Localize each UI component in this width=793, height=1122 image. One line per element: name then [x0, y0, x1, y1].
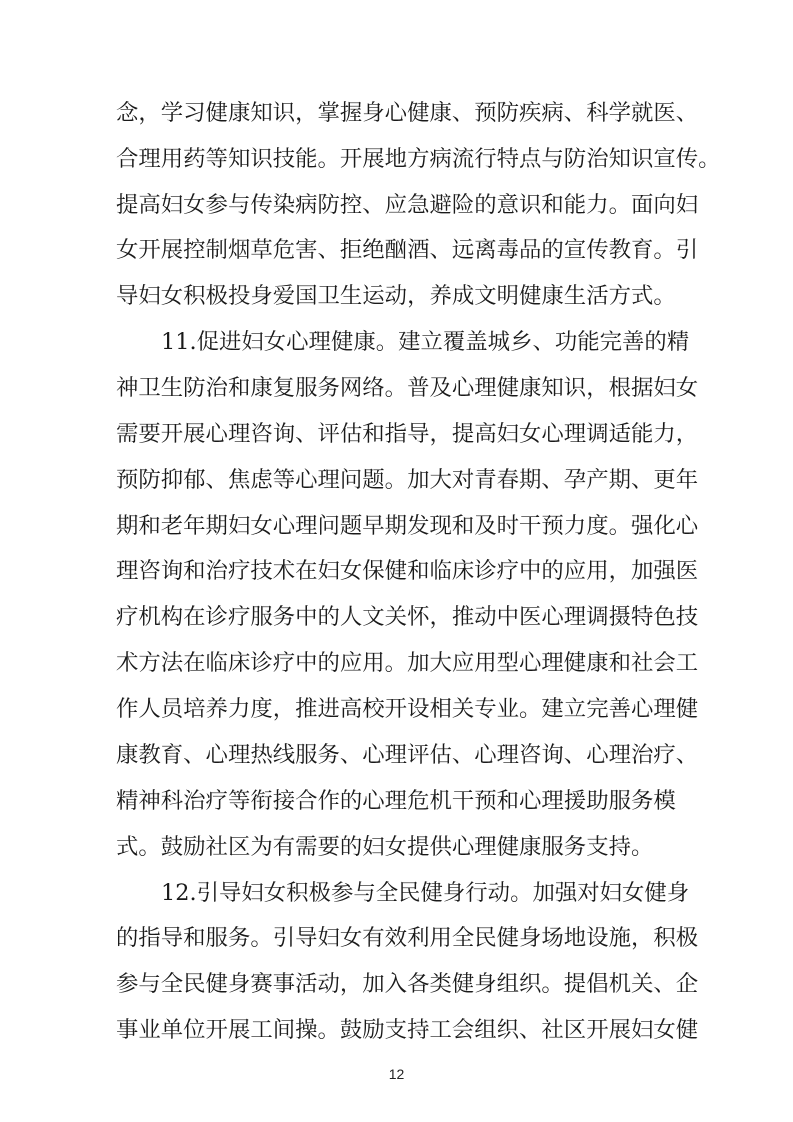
text-line: 术方法在临床诊疗中的应用。加大应用型心理健康和社会工: [116, 650, 699, 676]
text-line: 期和老年期妇女心理问题早期发现和及时干预力度。强化心: [116, 513, 699, 539]
text-line: 疗机构在诊疗服务中的人文关怀，推动中医心理调摄特色技: [116, 604, 699, 630]
paragraph-12-first-line: 12.引导妇女积极参与全民健身行动。加强对妇女健身: [161, 880, 690, 906]
text-line: 提高妇女参与传染病防控、应急避险的意识和能力。面向妇: [116, 192, 699, 218]
text-line: 合理用药等知识技能。开展地方病流行特点与防治知识宣传。: [116, 146, 721, 172]
text-line: 导妇女积极投身爱国卫生运动，养成文明健康生活方式。: [116, 283, 676, 309]
text-line: 需要开展心理咨询、评估和指导，提高妇女心理调适能力，: [116, 421, 699, 447]
text-line: 的指导和服务。引导妇女有效利用全民健身场地设施，积极: [116, 925, 699, 951]
text-line: 康教育、心理热线服务、心理评估、心理咨询、心理治疗、: [116, 742, 699, 768]
text-line: 精神科治疗等衔接合作的心理危机干预和心理援助服务模: [116, 788, 676, 814]
text-line: 女开展控制烟草危害、拒绝酗酒、远离毒品的宣传教育。引: [116, 237, 699, 263]
text-line: 参与全民健身赛事活动，加入各类健身组织。提倡机关、企: [116, 971, 699, 997]
text-line: 预防抑郁、焦虑等心理问题。加大对青春期、孕产期、更年: [116, 467, 699, 493]
text-line: 作人员培养力度，推进高校开设相关专业。建立完善心理健: [116, 696, 699, 722]
text-line: 式。鼓励社区为有需要的妇女提供心理健康服务支持。: [116, 834, 654, 860]
page-number: 12: [388, 1066, 405, 1082]
text-line: 神卫生防治和康复服务网络。普及心理健康知识，根据妇女: [116, 375, 699, 401]
text-line: 念，学习健康知识，掌握身心健康、预防疾病、科学就医、: [116, 100, 699, 126]
text-line: 理咨询和治疗技术在妇女保健和临床诊疗中的应用，加强医: [116, 558, 699, 584]
paragraph-11-first-line: 11.促进妇女心理健康。建立覆盖城乡、功能完善的精: [161, 329, 690, 355]
text-line: 事业单位开展工间操。鼓励支持工会组织、社区开展妇女健: [116, 1017, 699, 1043]
